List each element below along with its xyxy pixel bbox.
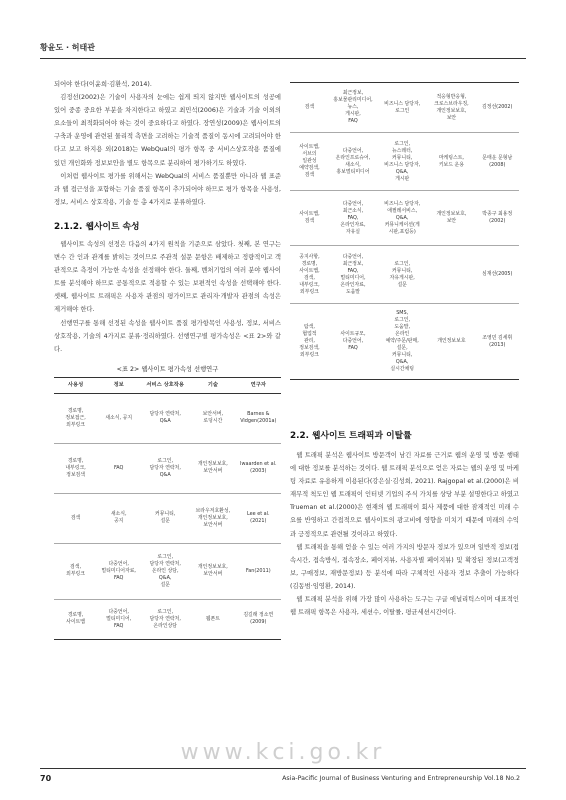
table-cell: SMS, 로그인, 도움말, 온라인 예약/주문/판매, 설문, 커뮤니티, Q&A, 실시간채팅	[377, 304, 427, 380]
running-header-authors: 황윤도 · 허태관	[40, 43, 95, 52]
paragraph: 김정선(2002)은 기술이 사용자의 눈에는 쉽게 띄지 않지만 웹사이트의 성공에 있어 중종 중요한 부분을 차지한다고 하였고 최민석(2006)은 기술과 기술 이외의 요소들이 최적화되어야 하는 것이 중요하다고 하였다. 장연성(2009)은 웹사이트의 구축과 운영에 관련된 물리적 측면을 고려하는 기술적 품질이 동시에 고려되어야 한다고 보고 하지용 외(2018)는 WebQual의 평가 항목 중 서비스상호작용 품질에 있던 개인화와 정보보안을 별도 항목으로 분리하여 평가하기도 하였다.	[54, 94, 281, 167]
table-cell: 최근정보, 홍보물관리미디어, 뉴스, 게시판, FAQ	[329, 83, 377, 133]
table-cell: 로그인, 담당자 연락처, Q&A	[140, 443, 190, 493]
left-column	[54, 78, 281, 640]
table-cell: 새소식, 공지	[97, 493, 140, 543]
table-row	[290, 83, 519, 133]
page-number: 70	[40, 774, 52, 783]
table-cell: 비즈니스 담당자, 애필레서비스, Q&A, 커뮤니케이션(게 시판,포럼등)	[377, 191, 427, 246]
table-caption: <표 2> 웹사이트 평가속성 선행연구	[116, 365, 219, 373]
table-row	[290, 133, 519, 191]
paragraph: 되어야 한다(이윤희·김환석, 2014).	[54, 81, 152, 88]
table-cell: 개인정보보호, 보안서버	[190, 443, 235, 493]
paragraph: 선행연구를 통해 선정된 속성을 웹사이트 품질 평가항목인 사용성, 정보, 서비스 상호작용, 기술의 4가지로 분류·정리하였다. 선행연구별 평가속성은 <표 2>와 같다.	[54, 319, 281, 353]
table-cell: 다중언어, 최근정보, FAQ, 멀티미디어, 온라인자료, 도움말	[329, 246, 377, 304]
paragraph: 웹사이트 속성의 선정은 다음의 4가지 원칙을 기준으로 삼았다. 첫째, 본 연구는 변수 간 인과 관계를 밝히는 것이므로 주관적 설문 문항은 배제하고 정량적이고 객관적으로 측정이 가능한 속성을 선정해야 한다. 둘째, 벤처기업의 여러 분야 웹사이트를 분석해야 하므로 공통적으로 적용할 수 있는 보편적인 속성을 선택해야 한다. 셋째, 웹사이트 트래픽은 사용자 관점의 평가이므로 관리자·개발자 관점의 속성은 제거해야 한다.	[54, 240, 281, 314]
table-row	[290, 304, 519, 380]
table-cell: 로그인, 담당자 연락처, 온라인상담	[140, 599, 190, 639]
table-row	[54, 393, 281, 443]
table-row	[54, 493, 281, 543]
paragraph: 웹 트래픽 분석은 웹사이트 방문객이 남긴 자료를 근거로 웹의 운영 및 방문 행태에 대한 정보를 분석하는 것이다. 웹 트래픽 분석으로 얻은 자료는 웹의 운영 및 마케팅 자료로 유용하게 이용된다(강은실·김성희, 2021). Rajgopal et al.(2000)은 비재무적 척도인 웹 트래픽이 인터넷 기업의 주식 가치를 상당 부분 설명한다고 하였고 Trueman et al.(2000)은 현재의 웹 트래픽이 회사 제품에 대한 잠재적인 미래 수요를 반영하고 간접적으로 웹사이트의 광고비에 영향을 미치기 때문에 미래의 수익과 긍정적으로 관련될 것이라고 하였다.	[290, 452, 519, 538]
table-row	[290, 246, 519, 304]
table-cell: 검색	[54, 493, 97, 543]
table-cell: 개인정보보호, 보안	[427, 191, 475, 246]
table-cell: 새소식, 공지	[97, 393, 140, 443]
table-row	[290, 191, 519, 246]
table-cell: 김길래 정소연 (2009)	[236, 599, 281, 639]
table-row	[54, 443, 281, 493]
table-cell: 사이트맵, 서브의 일관성 예약검색, 검색	[290, 133, 329, 191]
table-header-cell: 서비스 상호작용	[140, 377, 190, 393]
paragraph: 웹 트래픽을 통해 얻을 수 있는 여러 가지의 방문자 정보가 있으며 일반적 정보(접속시간, 접속방식, 접속장소, 페이지뷰, 사용자별 페이지뷰) 및 확장된 정보(고객정보, 구매정보, 재방문정보) 등 분석에 따라 구체적인 사용자 정보 추출이 가능하다(김동범·임영환, 2014).	[290, 543, 519, 590]
table-cell: FAQ	[97, 443, 140, 493]
journal-name: Asia-Pacific Journal of Business Venturing and Entrepreneurship Vol.18 No.2	[282, 775, 520, 782]
table-cell: 문태운 문형남 (2008)	[475, 133, 519, 191]
table-cell: 다중언어, 최근소식, FAQ, 온라인자료, 자유실	[329, 191, 377, 246]
table-cell: 웹폰트	[190, 599, 235, 639]
right-column-table	[290, 82, 519, 380]
table-cell: 적응형반응형, 크로스브라우징, 개인정보보호, 보안	[427, 83, 475, 133]
table-cell: 공지사항, 경로명, 사이트맵, 검색, 내부링크, 외부링크	[290, 246, 329, 304]
table-header-row	[54, 377, 281, 393]
table-header-cell: 사용성	[54, 377, 97, 393]
table-cell: 개인정보보호	[427, 304, 475, 380]
table-cell: Barnes & Vidgen(2001a)	[236, 393, 281, 443]
table-cell: 경로명, 사이트맵	[54, 599, 97, 639]
table-cell: 검색, 외부링크	[54, 543, 97, 599]
table-cell: 다중언어, 멀티미디어자료, FAQ	[97, 543, 140, 599]
table-cell: 로그인, 뉴스레터, 커뮤니티, 비즈니스 담당자, Q&A, 게시판	[377, 133, 427, 191]
table-cell: 마케팅스트, 키보드 운용	[427, 133, 475, 191]
table-cell: 로그인, 담당자 연락처, 온라인 상담, Q&A, 설문	[140, 543, 190, 599]
table-row	[54, 599, 281, 639]
table-header-cell: 연구자	[236, 377, 281, 393]
section-heading: 2.2. 웹사이트 트래픽과 이탈률	[290, 431, 412, 441]
watermark: www.kci.go.kr	[180, 740, 386, 765]
section-heading: 2.1.2. 웹사이트 속성	[54, 221, 140, 232]
table-cell: 다중언어, 멀티미디어, FAQ	[97, 599, 140, 639]
table-cell	[427, 246, 475, 304]
table-cell: 경로명, 내부링크, 정보검색	[54, 443, 97, 493]
table-cell: Fan(2011)	[236, 543, 281, 599]
table-cell: 커뮤니티, 설문	[140, 493, 190, 543]
table-cell: 박종구 최용정 (2002)	[475, 191, 519, 246]
table-cell: Iwaarden et al. (2003)	[236, 443, 281, 493]
table-cell: 조영민 김세휘 (2013)	[475, 304, 519, 380]
table-cell: 보안서버, 로딩시간	[190, 393, 235, 443]
table-cell: 심재선(2005)	[475, 246, 519, 304]
header-divider	[40, 58, 526, 59]
table-cell: 사이트맵, 검색	[290, 191, 329, 246]
table-cell: 경로명, 정보접근, 외부링크	[54, 393, 97, 443]
table-cell: 비즈니스 담당자, 로그인	[377, 83, 427, 133]
footer-divider	[40, 768, 526, 769]
right-column-text	[290, 420, 519, 619]
table-cell: 검색	[290, 83, 329, 133]
attribute-table	[54, 377, 281, 640]
attribute-table-continued	[290, 82, 519, 380]
table-cell: 로그인, 커뮤니티, 자유게시판, 설문	[377, 246, 427, 304]
table-row	[54, 543, 281, 599]
table-header-cell: 정보	[97, 377, 140, 393]
paragraph: 이처럼 웹사이트 평가를 위해서는 WebQual의 서비스 품질뿐만 아니라 웹 표준과 웹 접근성을 포함하는 기술 품질 항목이 추가되어야 하므로 평가 항목을 사용성, 정보, 서비스 상호작용, 기술 등 총 4가지로 분류하였다.	[54, 172, 281, 206]
table-cell: 개인정보보호, 보안서버	[190, 543, 235, 599]
table-cell: 브라우저호환성, 개인정보보호, 보안서버	[190, 493, 235, 543]
table-cell: 김정선(2002)	[475, 83, 519, 133]
table-cell: Lee et al. (2021)	[236, 493, 281, 543]
table-cell: 탐색, 협업적 관리, 정보검색, 외부링크	[290, 304, 329, 380]
table-header-cell: 기술	[190, 377, 235, 393]
paragraph: 웹 트래픽 분석을 위해 가장 많이 사용하는 도구는 구글 애널리틱스이며 대표적인 웹 트래픽 항목은 사용자, 세션수, 이탈률, 평균세션시간이다.	[290, 596, 519, 617]
table-cell: 사이트규모, 다중언어, FAQ	[329, 304, 377, 380]
table-cell: 담당자 연락처, Q&A	[140, 393, 190, 443]
table-cell: 다중언어, 온라인프로슈어, 새소식, 홍보멀티미디어	[329, 133, 377, 191]
